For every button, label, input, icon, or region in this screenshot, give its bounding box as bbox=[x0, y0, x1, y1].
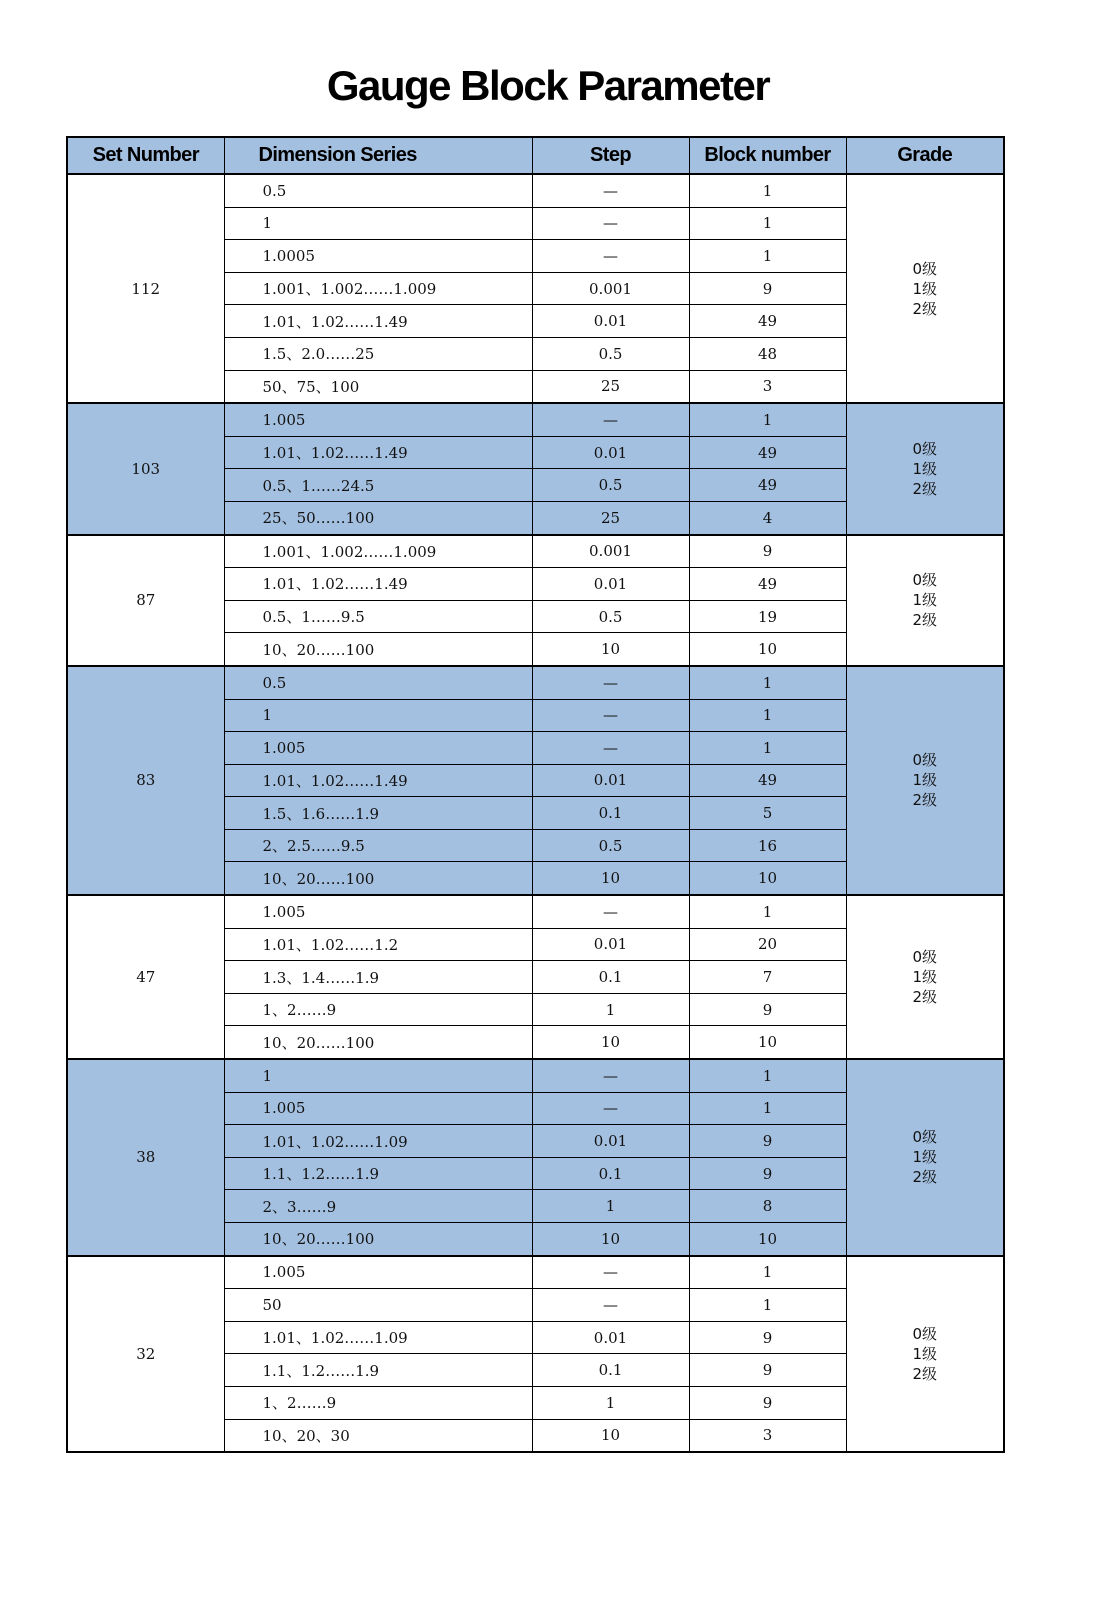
grade-cell bbox=[846, 895, 1004, 1059]
block-number-cell: 1 bbox=[689, 1289, 846, 1322]
grade-label: 0级 bbox=[912, 571, 938, 590]
table-row bbox=[67, 1256, 1004, 1289]
block-number-cell: 16 bbox=[689, 829, 846, 862]
dimension-series-cell: 1.001、1.002……1.009 bbox=[224, 535, 532, 568]
grade-label: 2级 bbox=[912, 299, 938, 318]
block-number-cell: 1 bbox=[689, 403, 846, 436]
header-step: Step bbox=[532, 137, 689, 174]
dimension-series-cell: 1.01、1.02……1.49 bbox=[224, 764, 532, 797]
table-row bbox=[67, 895, 1004, 928]
table-row bbox=[67, 666, 1004, 699]
step-cell: 0.1 bbox=[532, 1157, 689, 1190]
grade-cell bbox=[846, 1256, 1004, 1453]
block-number-cell: 9 bbox=[689, 1386, 846, 1419]
block-number-cell: 10 bbox=[689, 862, 846, 895]
dimension-series-cell: 1 bbox=[224, 207, 532, 240]
block-number-cell: 1 bbox=[689, 895, 846, 928]
grade-label: 0级 bbox=[912, 1324, 938, 1343]
block-number-cell: 8 bbox=[689, 1190, 846, 1223]
grade-label: 1级 bbox=[912, 1148, 938, 1167]
step-cell: 0.5 bbox=[532, 600, 689, 633]
block-number-cell: 49 bbox=[689, 568, 846, 601]
dimension-series-cell: 1 bbox=[224, 1059, 532, 1092]
gauge-block-table bbox=[66, 136, 1005, 1453]
grade-cell bbox=[846, 535, 1004, 666]
dimension-series-cell: 1.01、1.02……1.09 bbox=[224, 1125, 532, 1158]
block-number-cell: 9 bbox=[689, 1125, 846, 1158]
dimension-series-cell: 1、2……9 bbox=[224, 993, 532, 1026]
step-cell: — bbox=[532, 895, 689, 928]
dimension-series-cell: 1 bbox=[224, 699, 532, 732]
dimension-series-cell: 0.5 bbox=[224, 174, 532, 207]
dimension-series-cell: 1.01、1.02……1.49 bbox=[224, 305, 532, 338]
block-number-cell: 1 bbox=[689, 1092, 846, 1125]
page-title: Gauge Block Parameter bbox=[326, 62, 770, 109]
table-row bbox=[67, 1059, 1004, 1092]
step-cell: 10 bbox=[532, 1223, 689, 1256]
block-number-cell: 49 bbox=[689, 469, 846, 502]
step-cell: — bbox=[532, 174, 689, 207]
step-cell: — bbox=[532, 699, 689, 732]
grade-label: 1级 bbox=[912, 1344, 938, 1363]
step-cell: 0.5 bbox=[532, 469, 689, 502]
block-number-cell: 1 bbox=[689, 1256, 846, 1289]
block-number-cell: 9 bbox=[689, 1157, 846, 1190]
step-cell: — bbox=[532, 732, 689, 765]
dimension-series-cell: 1.01、1.02……1.2 bbox=[224, 928, 532, 961]
dimension-series-cell: 1.005 bbox=[224, 403, 532, 436]
block-number-cell: 9 bbox=[689, 272, 846, 305]
header-block-number: Block number bbox=[689, 137, 846, 174]
step-cell: 0.01 bbox=[532, 764, 689, 797]
step-cell: 0.01 bbox=[532, 436, 689, 469]
set-number-cell: 32 bbox=[67, 1256, 224, 1453]
dimension-series-cell: 1.0005 bbox=[224, 240, 532, 273]
step-cell: 1 bbox=[532, 1386, 689, 1419]
grade-label: 1级 bbox=[912, 771, 938, 790]
set-number-cell: 38 bbox=[67, 1059, 224, 1256]
dimension-series-cell: 2、2.5……9.5 bbox=[224, 829, 532, 862]
grade-label: 2级 bbox=[912, 611, 938, 630]
block-number-cell: 1 bbox=[689, 1059, 846, 1092]
grade-label: 0级 bbox=[912, 1128, 938, 1147]
block-number-cell: 9 bbox=[689, 1354, 846, 1387]
step-cell: 0.1 bbox=[532, 961, 689, 994]
step-cell: — bbox=[532, 666, 689, 699]
dimension-series-cell: 1.3、1.4……1.9 bbox=[224, 961, 532, 994]
grade-label: 0级 bbox=[912, 751, 938, 770]
set-number-cell: 47 bbox=[67, 895, 224, 1059]
step-cell: 10 bbox=[532, 862, 689, 895]
block-number-cell: 3 bbox=[689, 1419, 846, 1452]
step-cell: — bbox=[532, 1092, 689, 1125]
grade-label: 2级 bbox=[912, 1168, 938, 1187]
block-number-cell: 1 bbox=[689, 174, 846, 207]
step-cell: 10 bbox=[532, 1419, 689, 1452]
dimension-series-cell: 1.005 bbox=[224, 1256, 532, 1289]
dimension-series-cell: 0.5、1……24.5 bbox=[224, 469, 532, 502]
table-row bbox=[67, 174, 1004, 207]
table-row bbox=[67, 535, 1004, 568]
block-number-cell: 7 bbox=[689, 961, 846, 994]
dimension-series-cell: 1、2……9 bbox=[224, 1386, 532, 1419]
block-number-cell: 10 bbox=[689, 633, 846, 666]
dimension-series-cell: 1.5、1.6……1.9 bbox=[224, 797, 532, 830]
set-number-cell: 112 bbox=[67, 174, 224, 403]
set-number-cell: 87 bbox=[67, 535, 224, 666]
block-number-cell: 49 bbox=[689, 305, 846, 338]
block-number-cell: 1 bbox=[689, 666, 846, 699]
header-row bbox=[67, 137, 1004, 174]
dimension-series-cell: 1.1、1.2……1.9 bbox=[224, 1354, 532, 1387]
step-cell: — bbox=[532, 403, 689, 436]
dimension-series-cell: 0.5 bbox=[224, 666, 532, 699]
grade-label: 0级 bbox=[912, 259, 938, 278]
step-cell: 25 bbox=[532, 370, 689, 403]
grade-label: 2级 bbox=[912, 1364, 938, 1383]
dimension-series-cell: 1.005 bbox=[224, 732, 532, 765]
block-number-cell: 20 bbox=[689, 928, 846, 961]
step-cell: — bbox=[532, 1059, 689, 1092]
block-number-cell: 48 bbox=[689, 337, 846, 370]
dimension-series-cell: 1.005 bbox=[224, 1092, 532, 1125]
block-number-cell: 10 bbox=[689, 1223, 846, 1256]
grade-label: 0级 bbox=[912, 948, 938, 967]
dimension-series-cell: 10、20……100 bbox=[224, 862, 532, 895]
dimension-series-cell: 50 bbox=[224, 1289, 532, 1322]
step-cell: 0.01 bbox=[532, 1125, 689, 1158]
dimension-series-cell: 10、20……100 bbox=[224, 633, 532, 666]
block-number-cell: 19 bbox=[689, 600, 846, 633]
step-cell: — bbox=[532, 207, 689, 240]
grade-label: 2级 bbox=[912, 479, 938, 498]
grade-label: 1级 bbox=[912, 591, 938, 610]
dimension-series-cell: 50、75、100 bbox=[224, 370, 532, 403]
table-body bbox=[67, 174, 1004, 1452]
step-cell: 1 bbox=[532, 1190, 689, 1223]
step-cell: 0.5 bbox=[532, 829, 689, 862]
header-set-number: Set Number bbox=[67, 137, 224, 174]
dimension-series-cell: 1.5、2.0……25 bbox=[224, 337, 532, 370]
grade-cell bbox=[846, 666, 1004, 895]
grade-label: 1级 bbox=[912, 968, 938, 987]
step-cell: 0.001 bbox=[532, 535, 689, 568]
dimension-series-cell: 1.005 bbox=[224, 895, 532, 928]
dimension-series-cell: 1.001、1.002……1.009 bbox=[224, 272, 532, 305]
block-number-cell: 5 bbox=[689, 797, 846, 830]
dimension-series-cell: 2、3……9 bbox=[224, 1190, 532, 1223]
step-cell: 10 bbox=[532, 633, 689, 666]
grade-label: 1级 bbox=[912, 459, 938, 478]
block-number-cell: 9 bbox=[689, 535, 846, 568]
block-number-cell: 9 bbox=[689, 993, 846, 1026]
block-number-cell: 1 bbox=[689, 240, 846, 273]
set-number-cell: 83 bbox=[67, 666, 224, 895]
dimension-series-cell: 1.1、1.2……1.9 bbox=[224, 1157, 532, 1190]
step-cell: — bbox=[532, 240, 689, 273]
block-number-cell: 3 bbox=[689, 370, 846, 403]
grade-cell bbox=[846, 174, 1004, 403]
dimension-series-cell: 10、20……100 bbox=[224, 1223, 532, 1256]
block-number-cell: 1 bbox=[689, 699, 846, 732]
step-cell: 0.01 bbox=[532, 928, 689, 961]
block-number-cell: 1 bbox=[689, 207, 846, 240]
step-cell: — bbox=[532, 1289, 689, 1322]
step-cell: 1 bbox=[532, 993, 689, 1026]
step-cell: 10 bbox=[532, 1026, 689, 1059]
block-number-cell: 49 bbox=[689, 436, 846, 469]
set-number-cell: 103 bbox=[67, 403, 224, 534]
step-cell: 0.01 bbox=[532, 305, 689, 338]
dimension-series-cell: 1.01、1.02……1.49 bbox=[224, 568, 532, 601]
grade-label: 2级 bbox=[912, 988, 938, 1007]
table-row bbox=[67, 403, 1004, 436]
step-cell: 25 bbox=[532, 501, 689, 534]
step-cell: 0.01 bbox=[532, 1321, 689, 1354]
dimension-series-cell: 1.01、1.02……1.49 bbox=[224, 436, 532, 469]
dimension-series-cell: 25、50……100 bbox=[224, 501, 532, 534]
grade-label: 2级 bbox=[912, 791, 938, 810]
block-number-cell: 10 bbox=[689, 1026, 846, 1059]
block-number-cell: 1 bbox=[689, 732, 846, 765]
grade-cell bbox=[846, 1059, 1004, 1256]
block-number-cell: 9 bbox=[689, 1321, 846, 1354]
dimension-series-cell: 0.5、1……9.5 bbox=[224, 600, 532, 633]
step-cell: 0.1 bbox=[532, 1354, 689, 1387]
block-number-cell: 49 bbox=[689, 764, 846, 797]
dimension-series-cell: 10、20……100 bbox=[224, 1026, 532, 1059]
dimension-series-cell: 10、20、30 bbox=[224, 1419, 532, 1452]
dimension-series-cell: 1.01、1.02……1.09 bbox=[224, 1321, 532, 1354]
step-cell: 0.5 bbox=[532, 337, 689, 370]
grade-label: 0级 bbox=[912, 439, 938, 458]
grade-cell bbox=[846, 403, 1004, 534]
step-cell: 0.01 bbox=[532, 568, 689, 601]
header-dimension-series: Dimension Series bbox=[224, 137, 532, 174]
grade-label: 1级 bbox=[912, 279, 938, 298]
step-cell: 0.001 bbox=[532, 272, 689, 305]
step-cell: — bbox=[532, 1256, 689, 1289]
step-cell: 0.1 bbox=[532, 797, 689, 830]
block-number-cell: 4 bbox=[689, 501, 846, 534]
header-grade: Grade bbox=[846, 137, 1004, 174]
